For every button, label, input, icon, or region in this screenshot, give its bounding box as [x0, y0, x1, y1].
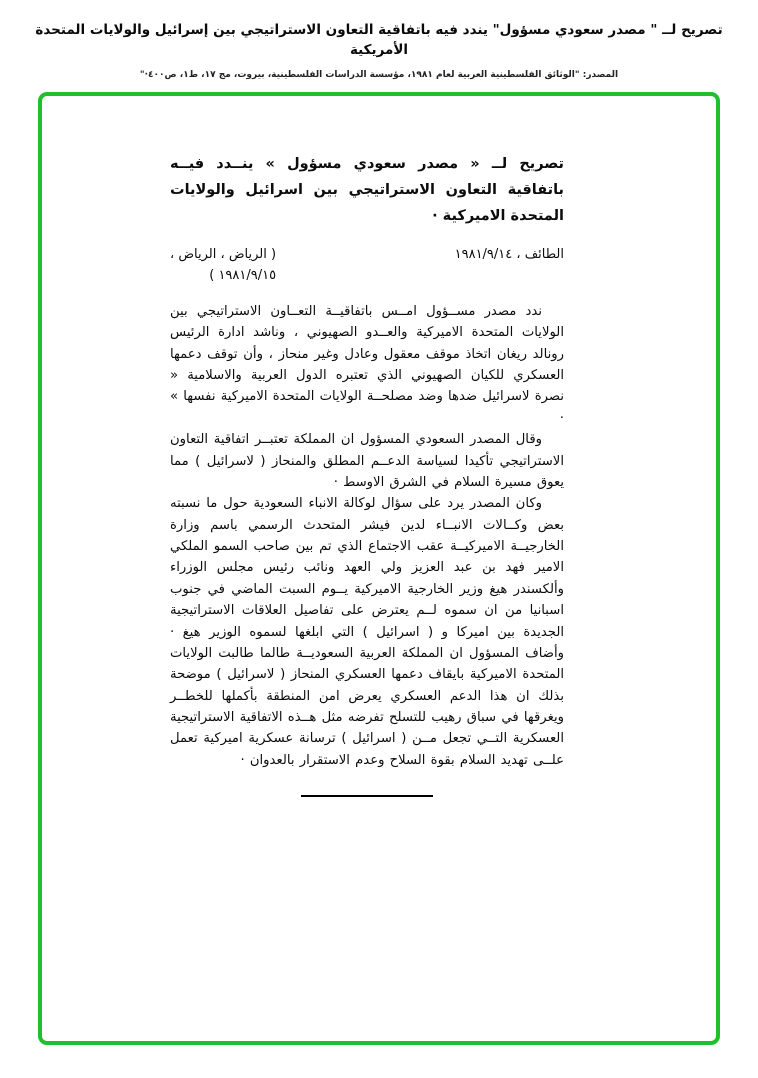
- document-frame: [38, 92, 720, 1045]
- document-paragraph-3: وكان المصدر يرد على سؤال لوكالة الانباء السعودية حول ما نسبته بعض وكــالات الانبــاء لدين فيشر المتحدث الرسمي باسم وزارة الخارجيــة الاميركيــة عقب الاجتماع الذي تم بين صاحب السمو الملكي الامير فهد بن عبد العزيز ولي العهد ونائب رئيس مجلس الوزراء وألكسندر هيغ وزير الخارجية الاميركية يــوم السبت الماضي في جنوب اسبانيا من ان سموه لــم يعترض على تفاصيل العلاقات الاستراتيجية الجديدة بين اميركا و ( اسرائيل ) التي ابلغها لسموه الوزير هيغ · وأضاف المسؤول ان المملكة العربية السعوديــة طالما طالبت الولايات المتحدة الاميركية بايقاف دعمها العسكري المنحاز ( لاسرائيل ) موضحة بذلك ان هذا الدعم العسكري يعرض امن المنطقة بأكملها للخطــر ويغرقها في سباق رهيب للتسلح تفرضه مثل هــذه الاتفاقية الاستراتيجية العسكرية التــي تجعل مــن ( اسرائيل ) ترسانة عسكرية اميركية تعمل علــى تهديد السلام بقوة السلاح وعدم الاستقرار بالعدوان ·: [170, 496, 564, 768]
- document-title: تصريح لــ « مصدر سعودي مسؤول » ينــدد فيــه باتفاقية التعاون الاستراتيجي بين اسرائيل والولايات المتحدة الاميركية ·: [170, 156, 564, 224]
- document-dateline: [170, 245, 564, 287]
- header-source-line: المصدر: "الوثائق الفلسطينية العربية لعام ١٩٨١، مؤسسة الدراسات الفلسطينية، بيروت، مج ١٧، ط١، ص٤٠٠·": [139, 69, 619, 80]
- document-content: [170, 152, 564, 797]
- end-divider: [301, 795, 433, 797]
- dateline-parenthetical: [170, 245, 276, 287]
- dateline-paren-line1: ( الرياض ، الرياض ،: [170, 247, 277, 263]
- document-paragraph-1: ندد مصدر مســؤول امــس باتفاقيــة التعــاون الاستراتيجي بين الولايات المتحدة الاميركية والعــدو الصهيوني ، وناشد ادارة الرئيس رونالد ريغان اتخاذ موقف معقول وعادل وغير منحاز ، وأن توقف دعمها العسكري للكيان الصهيوني الذي تعتبره الدول العربية والاسلامية « نصرة لاسرائيل ضدها وضد مصلحــة الولايات المتحدة الاميركية نفسها » ·: [170, 303, 564, 426]
- header-title: تصريح لــ " مصدر سعودي مسؤول" يندد فيه باتفاقية التعاون الاستراتيجي بين إسرائيل والولايات المتحدة الأمريكية: [35, 22, 723, 59]
- dateline-place-date: الطائف ، ١٩٨١/٩/١٤: [454, 247, 564, 263]
- document-body: [170, 301, 564, 771]
- document-paragraph-2: وقال المصدر السعودي المسؤول ان المملكة تعتبــر اتفاقية التعاون الاستراتيجي تأكيدا لسياسة الدعــم المطلق والمنحاز ( لاسرائيل ) مما يعوق مسيرة السلام في الشرق الاوسط ·: [170, 432, 564, 490]
- page-header: [20, 20, 738, 80]
- dateline-paren-line2: ١٩٨١/٩/١٥ ): [209, 268, 277, 284]
